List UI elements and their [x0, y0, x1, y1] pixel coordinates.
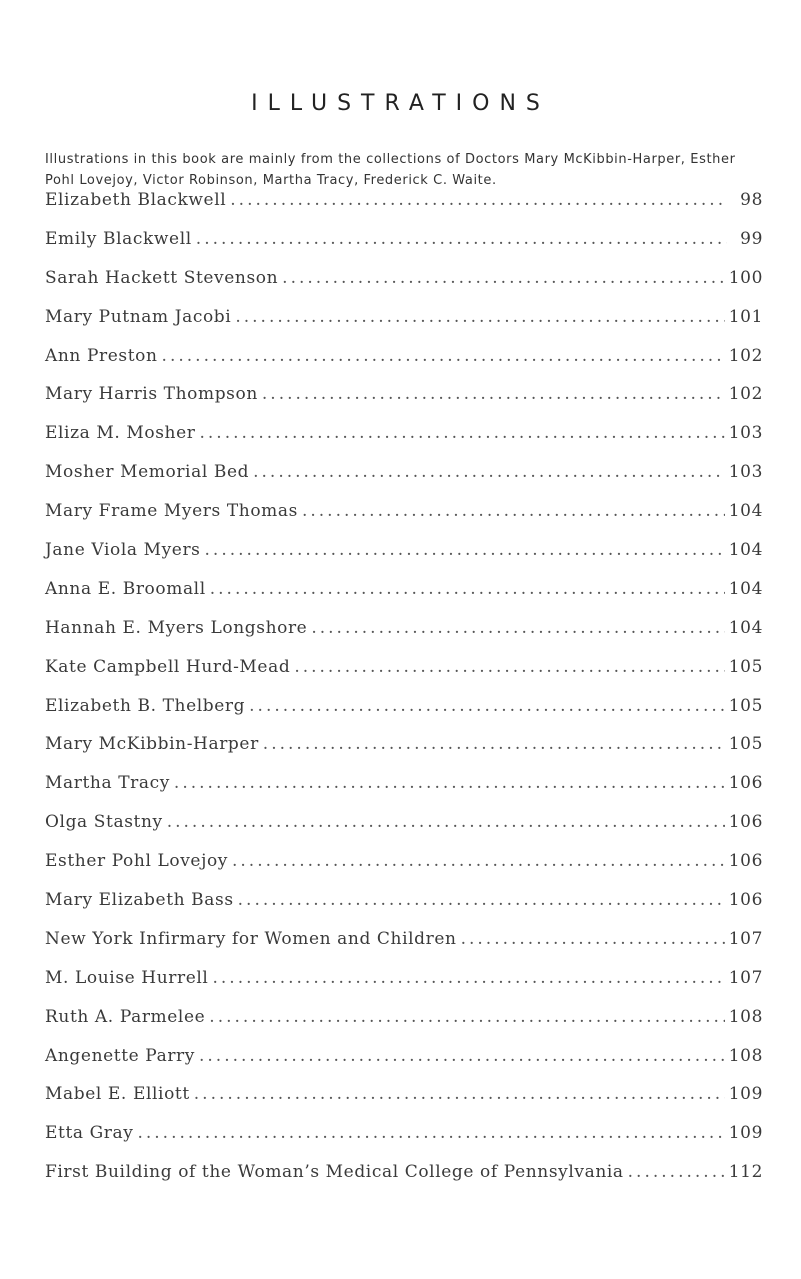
entry-page-number: 104 [728, 501, 763, 522]
entry-title: Mary McKibbin-Harper [45, 734, 259, 755]
entry-page-number: 106 [728, 890, 763, 911]
dot-leader [262, 384, 725, 404]
entry-title: Elizabeth B. Thelberg [45, 695, 246, 716]
list-item [45, 734, 763, 773]
dot-leader [209, 1007, 724, 1027]
entry-page-number: 101 [728, 306, 763, 327]
dot-leader [232, 851, 725, 871]
dot-leader [294, 657, 724, 677]
entry-page-number: 112 [728, 1162, 763, 1183]
list-item [45, 1084, 763, 1123]
dot-leader [196, 229, 727, 249]
entry-page-number: 99 [740, 228, 763, 249]
list-item [45, 890, 763, 929]
entry-page-number: 105 [728, 656, 763, 677]
list-item [45, 462, 763, 501]
entry-title: New York Infirmary for Women and Children [45, 928, 457, 949]
entry-page-number: 107 [728, 967, 763, 988]
entry-page-number: 108 [728, 1045, 763, 1066]
entry-title: Mabel E. Elliott [45, 1084, 190, 1105]
list-item [45, 579, 763, 618]
entry-title: First Building of the Woman’s Medical College of Pennsylvania [45, 1162, 624, 1183]
entry-page-number: 103 [728, 423, 763, 444]
list-item [45, 268, 763, 307]
entry-title: Esther Pohl Lovejoy [45, 851, 228, 872]
dot-leader [235, 307, 724, 327]
entry-title: Angenette Parry [45, 1045, 195, 1066]
dot-leader [200, 423, 725, 443]
entry-page-number: 104 [728, 578, 763, 599]
entry-title: Eliza M. Mosher [45, 423, 196, 444]
list-item [45, 1123, 763, 1162]
entry-title: Mary Harris Thompson [45, 384, 258, 405]
dot-leader [174, 773, 725, 793]
list-item [45, 812, 763, 851]
list-item [45, 968, 763, 1007]
entry-title: Olga Stastny [45, 812, 163, 833]
entry-page-number: 109 [728, 1123, 763, 1144]
list-item [45, 190, 763, 229]
dot-leader [194, 1084, 725, 1104]
entry-title: Ann Preston [45, 345, 158, 366]
entry-page-number: 100 [728, 267, 763, 288]
dot-leader [311, 618, 724, 638]
dot-leader [210, 579, 725, 599]
dot-leader [205, 540, 725, 560]
dot-leader [249, 696, 725, 716]
entry-page-number: 102 [728, 384, 763, 405]
entry-page-number: 109 [728, 1084, 763, 1105]
dot-leader [302, 501, 725, 521]
entry-title: Jane Viola Myers [45, 540, 201, 561]
list-item [45, 346, 763, 385]
entry-title: M. Louise Hurrell [45, 967, 209, 988]
illustrations-list [45, 190, 763, 1201]
entry-page-number: 105 [728, 695, 763, 716]
list-item [45, 540, 763, 579]
dot-leader [212, 968, 724, 988]
intro-paragraph: Illustrations in this book are mainly from the collections of Doctors Mary McKibbin-Harper, Esther Pohl Lovejoy, Victor Robinson, Martha Tracy, Frederick C. Waite. [45, 152, 736, 188]
dot-leader [230, 190, 727, 210]
list-item [45, 618, 763, 657]
entry-title: Mary Frame Myers Thomas [45, 501, 298, 522]
list-item [45, 1007, 763, 1046]
dot-leader [263, 734, 725, 754]
list-item [45, 1162, 763, 1201]
page-title: ILLUSTRATIONS [251, 91, 550, 116]
list-item [45, 851, 763, 890]
entry-title: Mary Elizabeth Bass [45, 890, 234, 911]
entry-page-number: 104 [728, 617, 763, 638]
entry-title: Etta Gray [45, 1123, 134, 1144]
dot-leader [282, 268, 725, 288]
list-item [45, 929, 763, 968]
entry-page-number: 105 [728, 734, 763, 755]
entry-title: Hannah E. Myers Longshore [45, 617, 308, 638]
list-item [45, 307, 763, 346]
list-item [45, 657, 763, 696]
dot-leader [253, 462, 725, 482]
entry-page-number: 108 [728, 1006, 763, 1027]
entry-page-number: 106 [728, 773, 763, 794]
list-item [45, 229, 763, 268]
entry-page-number: 104 [728, 540, 763, 561]
entry-title: Anna E. Broomall [45, 578, 206, 599]
entry-title: Mary Putnam Jacobi [45, 306, 232, 327]
list-item [45, 423, 763, 462]
dot-leader [137, 1123, 724, 1143]
entry-title: Ruth A. Parmelee [45, 1006, 206, 1027]
entry-page-number: 107 [728, 928, 763, 949]
list-item [45, 773, 763, 812]
entry-title: Kate Campbell Hurd-Mead [45, 656, 291, 677]
list-item [45, 501, 763, 540]
dot-leader [628, 1162, 725, 1182]
dot-leader [167, 812, 725, 832]
list-item [45, 1046, 763, 1085]
entry-page-number: 106 [728, 812, 763, 833]
entry-title: Martha Tracy [45, 773, 170, 794]
dot-leader [162, 346, 725, 366]
entry-page-number: 103 [728, 462, 763, 483]
list-item [45, 696, 763, 735]
dot-leader [199, 1046, 725, 1066]
entry-title: Sarah Hackett Stevenson [45, 267, 279, 288]
entry-page-number: 102 [728, 345, 763, 366]
dot-leader [238, 890, 725, 910]
list-item [45, 384, 763, 423]
entry-title: Emily Blackwell [45, 228, 192, 249]
entry-page-number: 98 [740, 190, 763, 210]
entry-page-number: 106 [728, 851, 763, 872]
dot-leader [461, 929, 725, 949]
entry-title: Mosher Memorial Bed [45, 462, 250, 483]
entry-title: Elizabeth Blackwell [45, 190, 227, 210]
